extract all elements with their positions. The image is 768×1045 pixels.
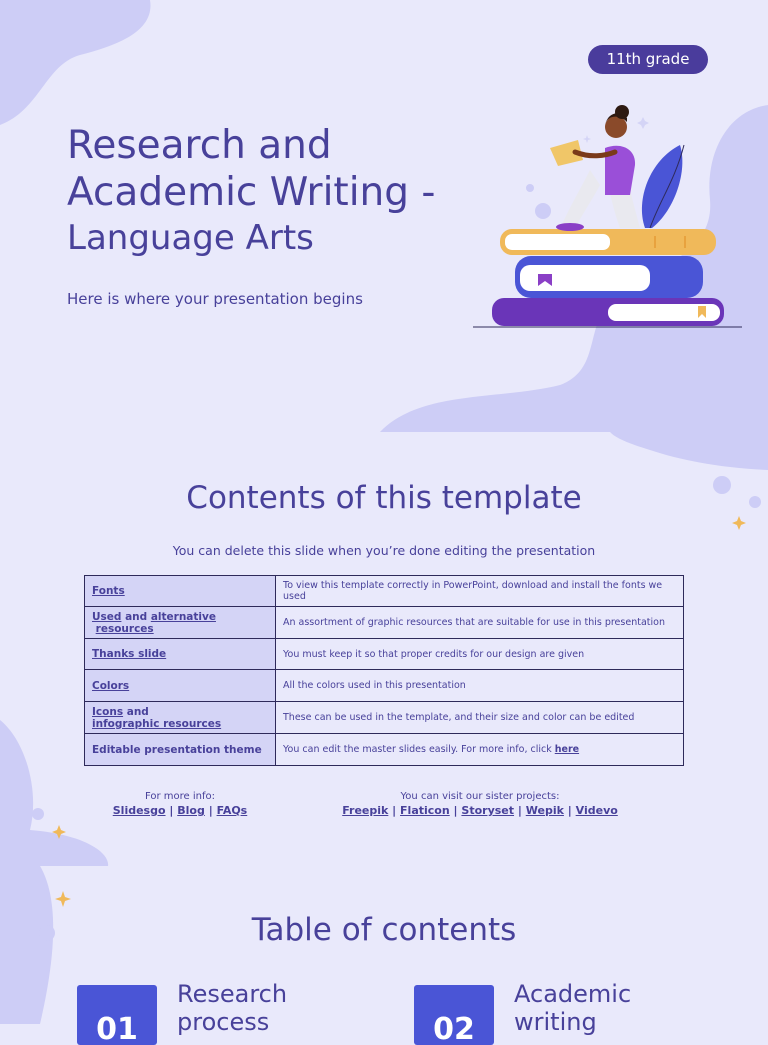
slidesgo-link[interactable]: Slidesgo	[112, 804, 166, 817]
thanks-slide-link[interactable]: Thanks slide	[92, 648, 167, 660]
resource-key: Editable presentation theme	[85, 734, 276, 766]
toc-title: Table of contents	[251, 912, 517, 948]
colors-link[interactable]: Colors	[92, 679, 130, 692]
cover-title	[67, 122, 487, 260]
blog-link[interactable]: Blog	[177, 804, 205, 817]
table-row	[85, 670, 684, 702]
resource-value: To view this template correctly in PowerPoint, download and install the fonts we used	[276, 576, 684, 607]
contents-note: You can delete this slide when you’re done editing the presentation	[172, 543, 596, 558]
table-row	[85, 734, 684, 766]
sparkle-icon	[55, 891, 71, 907]
contents-title: Contents of this template	[186, 480, 582, 516]
section-label	[514, 980, 714, 1036]
table-row	[85, 639, 684, 670]
resource-value: These can be used in the template, and their size and color can be edited	[276, 702, 684, 734]
title-line-3: Language Arts	[67, 218, 314, 258]
section-number-box: 01	[77, 985, 157, 1045]
section-label-line-2: process	[177, 1008, 270, 1036]
section-label	[177, 980, 377, 1036]
separator: |	[208, 804, 213, 817]
separator: |	[453, 804, 458, 817]
section-label-line-1: Research	[177, 980, 288, 1008]
resource-key	[85, 607, 276, 639]
separator: |	[169, 804, 174, 817]
fonts-link[interactable]: Fonts	[92, 585, 125, 597]
alternative-link[interactable]: alternative	[150, 610, 216, 623]
resources-table	[84, 575, 684, 766]
resource-key	[85, 576, 276, 607]
storyset-link[interactable]: Storyset	[461, 804, 515, 817]
videvo-link[interactable]: Videvo	[575, 804, 618, 817]
dot	[32, 808, 44, 820]
resource-value: You must keep it so that proper credits for our design are given	[276, 639, 684, 670]
and-text: and	[123, 705, 149, 718]
and-text: and	[121, 610, 151, 623]
table-row	[85, 576, 684, 607]
girl-reading-on-books-illustration	[470, 100, 745, 335]
section-label-line-1: Academic	[514, 980, 632, 1008]
here-link[interactable]: here	[554, 744, 580, 755]
blob-right-lower	[610, 432, 768, 470]
icons-link[interactable]: Icons	[92, 705, 124, 718]
wepik-link[interactable]: Wepik	[525, 804, 564, 817]
grade-badge: 11th grade	[588, 45, 708, 74]
faqs-link[interactable]: FAQs	[216, 804, 248, 817]
more-info-label: For more info:	[144, 791, 215, 802]
separator: |	[567, 804, 572, 817]
resource-value-text: You can edit the master slides easily. For more info, click	[283, 744, 555, 755]
more-info-links	[80, 804, 280, 817]
resource-value: An assortment of graphic resources that are suitable for use in this presentation	[276, 607, 684, 639]
section-label-line-2: writing	[514, 1008, 597, 1036]
used-link[interactable]: Used	[92, 610, 122, 623]
sparkle-icon	[732, 516, 746, 530]
more-info-block	[80, 791, 280, 817]
flaticon-link[interactable]: Flaticon	[400, 804, 450, 817]
resource-key	[85, 702, 276, 734]
blob-top-left	[0, 0, 150, 125]
title-line-2: Academic Writing -	[67, 170, 436, 215]
cover-subtitle: Here is where your presentation begins	[67, 290, 363, 308]
sister-projects-block	[320, 791, 640, 817]
resource-value: All the colors used in this presentation	[276, 670, 684, 702]
resource-key	[85, 670, 276, 702]
infographic-resources-link[interactable]: infographic resources	[92, 717, 222, 730]
table-row	[85, 702, 684, 734]
freepik-link[interactable]: Freepik	[342, 804, 389, 817]
resources-link[interactable]: resources	[95, 622, 154, 635]
sister-projects-label: You can visit our sister projects:	[400, 791, 560, 802]
table-row	[85, 607, 684, 639]
separator: |	[517, 804, 522, 817]
separator: |	[392, 804, 397, 817]
section-number-box: 02	[414, 985, 494, 1045]
title-line-1: Research and	[67, 123, 332, 168]
sister-projects-links	[320, 804, 640, 817]
resource-key	[85, 639, 276, 670]
resource-value	[276, 734, 684, 766]
